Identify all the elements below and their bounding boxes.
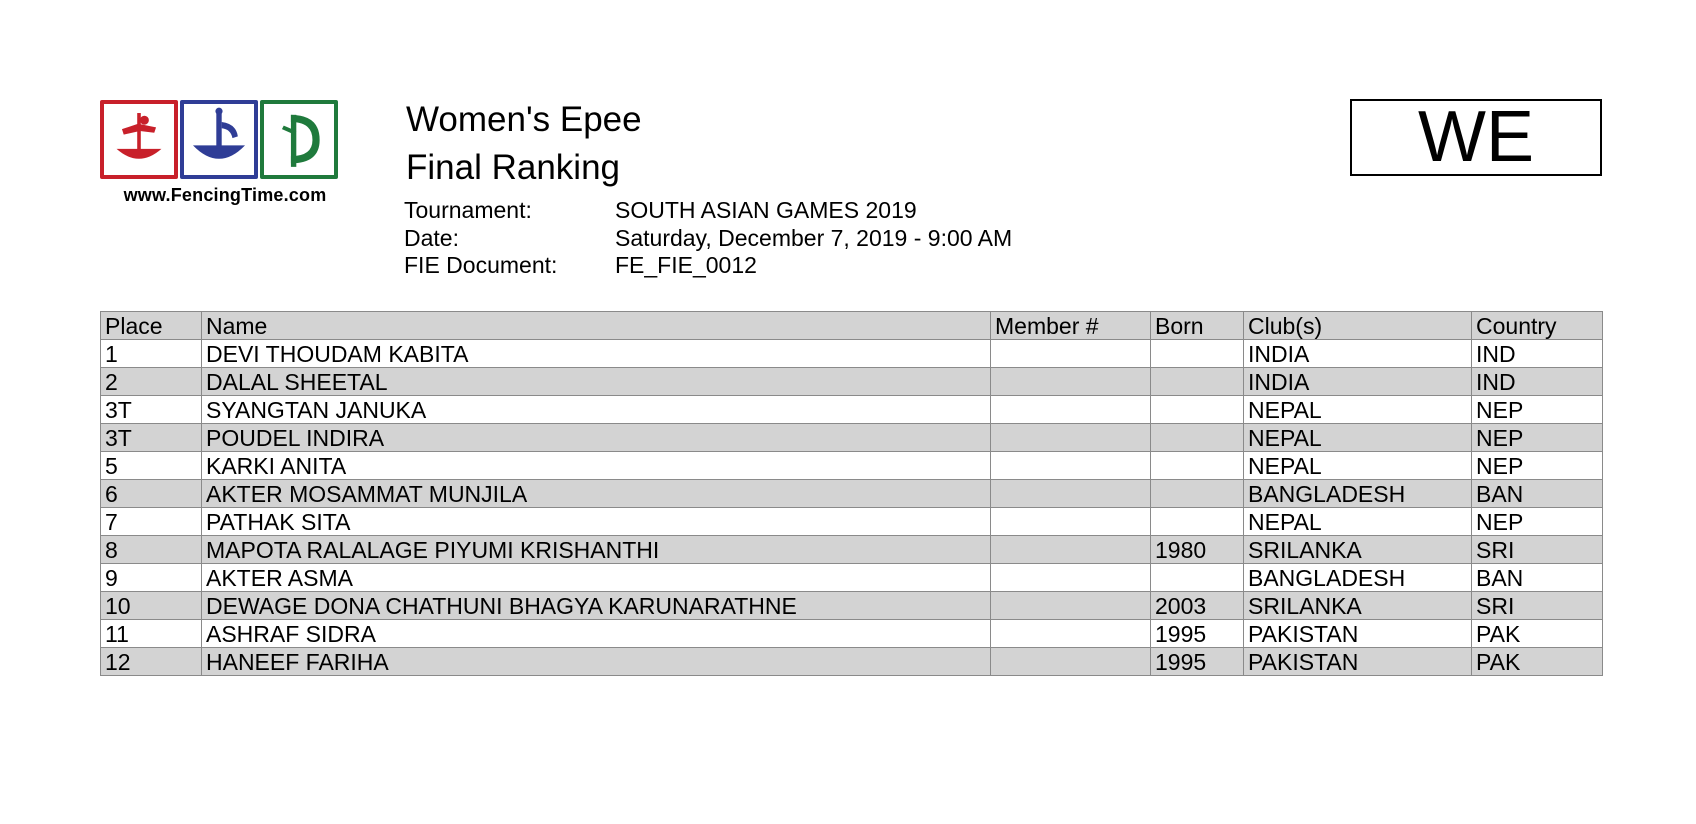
meta-label: Tournament:: [404, 197, 532, 223]
born-cell: 1995: [1151, 648, 1244, 676]
country-cell: NEP: [1472, 396, 1603, 424]
tournament-meta: [404, 197, 1012, 280]
name-cell: AKTER ASMA: [202, 564, 991, 592]
table-body: [101, 340, 1603, 676]
table-row: [101, 592, 1603, 620]
country-cell: NEP: [1472, 424, 1603, 452]
member-cell: [991, 480, 1151, 508]
born-cell: [1151, 424, 1244, 452]
page-title: Women's Epee: [406, 100, 642, 139]
name-cell: POUDEL INDIRA: [202, 424, 991, 452]
column-header-born: Born: [1151, 312, 1244, 340]
club-cell: NEPAL: [1244, 396, 1472, 424]
table-row: [101, 368, 1603, 396]
member-cell: [991, 564, 1151, 592]
member-cell: [991, 368, 1151, 396]
place-cell: 8: [101, 536, 202, 564]
country-cell: BAN: [1472, 564, 1603, 592]
column-header-name: Name: [202, 312, 991, 340]
final-ranking-table: [100, 311, 1603, 676]
club-cell: BANGLADESH: [1244, 564, 1472, 592]
born-cell: [1151, 508, 1244, 536]
meta-value: Saturday, December 7, 2019 - 9:00 AM: [615, 224, 1013, 251]
member-cell: [991, 424, 1151, 452]
epee-fencer-icon: [260, 100, 338, 179]
table-row: [101, 564, 1603, 592]
table-row: [101, 452, 1603, 480]
place-cell: 2: [101, 368, 202, 396]
name-cell: MAPOTA RALALAGE PIYUMI KRISHANTHI: [202, 536, 991, 564]
club-cell: NEPAL: [1244, 508, 1472, 536]
column-header-place: Place: [101, 312, 202, 340]
born-cell: [1151, 340, 1244, 368]
club-cell: SRILANKA: [1244, 592, 1472, 620]
meta-label: Date:: [404, 224, 459, 251]
born-cell: 1995: [1151, 620, 1244, 648]
country-cell: BAN: [1472, 480, 1603, 508]
name-cell: AKTER MOSAMMAT MUNJILA: [202, 480, 991, 508]
table-header-row: [101, 312, 1603, 340]
page-subtitle: Final Ranking: [406, 148, 620, 187]
born-cell: 1980: [1151, 536, 1244, 564]
born-cell: [1151, 480, 1244, 508]
club-cell: INDIA: [1244, 368, 1472, 396]
table-row: [101, 424, 1603, 452]
meta-row-date: [404, 225, 1012, 253]
club-cell: NEPAL: [1244, 424, 1472, 452]
name-cell: DALAL SHEETAL: [202, 368, 991, 396]
country-cell: PAK: [1472, 648, 1603, 676]
table-row: [101, 648, 1603, 676]
born-cell: 2003: [1151, 592, 1244, 620]
foil-fencer-icon: [100, 100, 178, 179]
country-cell: IND: [1472, 368, 1603, 396]
table-row: [101, 508, 1603, 536]
club-cell: PAKISTAN: [1244, 620, 1472, 648]
country-cell: IND: [1472, 340, 1603, 368]
name-cell: PATHAK SITA: [202, 508, 991, 536]
country-cell: PAK: [1472, 620, 1603, 648]
club-cell: INDIA: [1244, 340, 1472, 368]
sabre-fencer-icon: [180, 100, 258, 179]
place-cell: 11: [101, 620, 202, 648]
fencingtime-logo: [100, 100, 350, 212]
table-row: [101, 480, 1603, 508]
meta-row-fie-document: [404, 252, 1012, 280]
member-cell: [991, 396, 1151, 424]
born-cell: [1151, 564, 1244, 592]
member-cell: [991, 592, 1151, 620]
table-row: [101, 536, 1603, 564]
name-cell: DEVI THOUDAM KABITA: [202, 340, 991, 368]
column-header-country: Country: [1472, 312, 1603, 340]
place-cell: 7: [101, 508, 202, 536]
table-row: [101, 620, 1603, 648]
member-cell: [991, 536, 1151, 564]
member-cell: [991, 340, 1151, 368]
club-cell: SRILANKA: [1244, 536, 1472, 564]
member-cell: [991, 620, 1151, 648]
meta-value: FE_FIE_0012: [615, 252, 757, 278]
member-cell: [991, 648, 1151, 676]
document-titles: [406, 96, 642, 192]
column-header-clubs: Club(s): [1244, 312, 1472, 340]
name-cell: SYANGTAN JANUKA: [202, 396, 991, 424]
country-cell: SRI: [1472, 536, 1603, 564]
place-cell: 9: [101, 564, 202, 592]
place-cell: 12: [101, 648, 202, 676]
meta-value: SOUTH ASIAN GAMES 2019: [615, 197, 917, 223]
name-cell: KARKI ANITA: [202, 452, 991, 480]
place-cell: 3T: [101, 396, 202, 424]
club-cell: BANGLADESH: [1244, 480, 1472, 508]
event-code-box: WE: [1350, 99, 1602, 176]
place-cell: 6: [101, 480, 202, 508]
place-cell: 5: [101, 452, 202, 480]
meta-row-tournament: [404, 197, 1012, 225]
table-row: [101, 396, 1603, 424]
place-cell: 1: [101, 340, 202, 368]
club-cell: PAKISTAN: [1244, 648, 1472, 676]
country-cell: NEP: [1472, 508, 1603, 536]
member-cell: [991, 508, 1151, 536]
country-cell: NEP: [1472, 452, 1603, 480]
club-cell: NEPAL: [1244, 452, 1472, 480]
place-cell: 10: [101, 592, 202, 620]
logo-icons: [100, 100, 350, 179]
born-cell: [1151, 452, 1244, 480]
table-row: [101, 340, 1603, 368]
meta-label: FIE Document:: [404, 252, 558, 278]
member-cell: [991, 452, 1151, 480]
name-cell: HANEEF FARIHA: [202, 648, 991, 676]
country-cell: SRI: [1472, 592, 1603, 620]
place-cell: 3T: [101, 424, 202, 452]
born-cell: [1151, 368, 1244, 396]
name-cell: DEWAGE DONA CHATHUNI BHAGYA KARUNARATHNE: [202, 592, 991, 620]
born-cell: [1151, 396, 1244, 424]
column-header-member: Member #: [991, 312, 1151, 340]
name-cell: ASHRAF SIDRA: [202, 620, 991, 648]
logo-url-text: www.FencingTime.com: [123, 185, 327, 205]
